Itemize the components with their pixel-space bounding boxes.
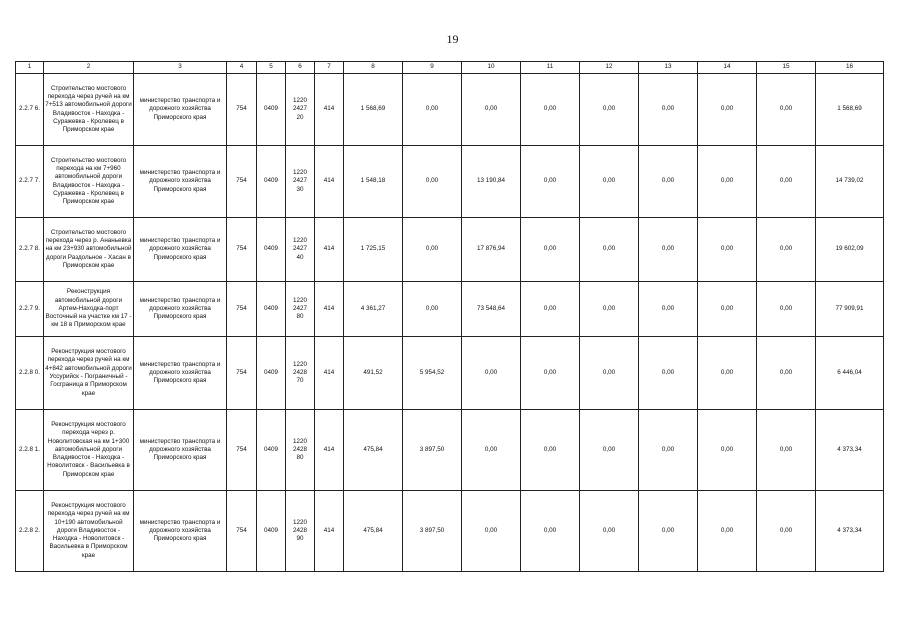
expense-type-code: 414 bbox=[315, 337, 344, 410]
row-id: 2.2.8 1. bbox=[16, 410, 44, 491]
column-number: 11 bbox=[521, 62, 580, 74]
table-row bbox=[16, 218, 884, 282]
column-number: 12 bbox=[580, 62, 639, 74]
target-article-code-part: 2428 bbox=[292, 445, 307, 453]
target-article-code bbox=[286, 337, 315, 410]
column-number: 13 bbox=[639, 62, 698, 74]
target-article-code bbox=[286, 282, 315, 337]
ministry-code: 754 bbox=[227, 74, 257, 146]
total-amount: 6 446,04 bbox=[816, 337, 884, 410]
amount-cell: 4 361,27 bbox=[344, 282, 403, 337]
amount-cell: 491,52 bbox=[344, 337, 403, 410]
column-number: 10 bbox=[462, 62, 521, 74]
column-number: 1 bbox=[16, 62, 44, 74]
row-id: 2.2.8 0. bbox=[16, 337, 44, 410]
responsible-org: министерство транспорта и дорожного хозяйства Приморского края bbox=[134, 491, 227, 572]
target-article-code-part: 70 bbox=[296, 377, 304, 385]
target-article-code-part: 1220 bbox=[292, 360, 307, 368]
amount-cell: 0,00 bbox=[462, 410, 521, 491]
target-article-code-part: 2427 bbox=[292, 304, 307, 312]
ministry-code: 754 bbox=[227, 282, 257, 337]
column-number: 2 bbox=[44, 62, 134, 74]
amount-cell: 475,84 bbox=[344, 410, 403, 491]
amount-cell: 13 190,84 bbox=[462, 146, 521, 218]
row-id: 2.2.8 2. bbox=[16, 491, 44, 572]
total-amount: 1 568,69 bbox=[816, 74, 884, 146]
amount-cell: 0,00 bbox=[403, 146, 462, 218]
budget-table bbox=[15, 61, 884, 572]
project-name: Реконструкция мостового перехода через ручей на км 10+190 автомобильной дороги Владивосток - Находка - Новолитовск - Васильевка в Приморском крае bbox=[44, 491, 134, 572]
table-row bbox=[16, 491, 884, 572]
target-article-code-part: 2427 bbox=[292, 177, 307, 185]
section-code: 0409 bbox=[257, 218, 286, 282]
target-article-code-part: 1220 bbox=[292, 169, 307, 177]
responsible-org: министерство транспорта и дорожного хозяйства Приморского края bbox=[134, 74, 227, 146]
amount-cell: 0,00 bbox=[462, 74, 521, 146]
table-row bbox=[16, 146, 884, 218]
total-amount: 4 373,34 bbox=[816, 491, 884, 572]
column-number: 6 bbox=[286, 62, 315, 74]
amount-cell: 1 548,18 bbox=[344, 146, 403, 218]
target-article-code bbox=[286, 146, 315, 218]
expense-type-code: 414 bbox=[315, 218, 344, 282]
amount-cell: 0,00 bbox=[580, 282, 639, 337]
amount-cell: 0,00 bbox=[639, 74, 698, 146]
amount-cell: 0,00 bbox=[580, 491, 639, 572]
section-code: 0409 bbox=[257, 146, 286, 218]
amount-cell: 0,00 bbox=[757, 146, 816, 218]
amount-cell: 475,84 bbox=[344, 491, 403, 572]
target-article-code-part: 80 bbox=[296, 454, 304, 462]
target-article-code bbox=[286, 218, 315, 282]
row-id: 2.2.7 8. bbox=[16, 218, 44, 282]
ministry-code: 754 bbox=[227, 410, 257, 491]
target-article-code-part: 1220 bbox=[292, 437, 307, 445]
total-amount: 19 602,09 bbox=[816, 218, 884, 282]
amount-cell: 0,00 bbox=[403, 218, 462, 282]
amount-cell: 1 568,69 bbox=[344, 74, 403, 146]
amount-cell: 1 725,15 bbox=[344, 218, 403, 282]
amount-cell: 0,00 bbox=[462, 337, 521, 410]
amount-cell: 0,00 bbox=[757, 491, 816, 572]
page-number: 19 bbox=[446, 32, 459, 46]
amount-cell: 0,00 bbox=[757, 74, 816, 146]
ministry-code: 754 bbox=[227, 218, 257, 282]
target-article-code-part: 2427 bbox=[292, 245, 307, 253]
amount-cell: 5 954,52 bbox=[403, 337, 462, 410]
total-amount: 14 739,02 bbox=[816, 146, 884, 218]
column-number: 9 bbox=[403, 62, 462, 74]
project-name: Реконструкция автомобильной дороги Артем-Находка-порт Восточный на участке км 17 - км 18 в Приморском крае bbox=[44, 282, 134, 337]
amount-cell: 0,00 bbox=[698, 491, 757, 572]
project-name: Строительство мостового перехода через ручей на км 7+513 автомобильной дороги Владивосток - Находка - Суражевка - Кролевец в Приморском крае bbox=[44, 74, 134, 146]
responsible-org: министерство транспорта и дорожного хозяйства Приморского края bbox=[134, 218, 227, 282]
amount-cell: 0,00 bbox=[698, 282, 757, 337]
target-article-code bbox=[286, 410, 315, 491]
amount-cell: 0,00 bbox=[403, 282, 462, 337]
amount-cell: 0,00 bbox=[580, 218, 639, 282]
amount-cell: 0,00 bbox=[757, 282, 816, 337]
responsible-org: министерство транспорта и дорожного хозяйства Приморского края bbox=[134, 282, 227, 337]
expense-type-code: 414 bbox=[315, 491, 344, 572]
amount-cell: 0,00 bbox=[698, 410, 757, 491]
amount-cell: 0,00 bbox=[757, 218, 816, 282]
amount-cell: 0,00 bbox=[639, 218, 698, 282]
ministry-code: 754 bbox=[227, 146, 257, 218]
target-article-code-part: 1220 bbox=[292, 296, 307, 304]
amount-cell: 3 897,50 bbox=[403, 491, 462, 572]
column-number: 3 bbox=[134, 62, 227, 74]
section-code: 0409 bbox=[257, 410, 286, 491]
amount-cell: 0,00 bbox=[521, 218, 580, 282]
column-number: 5 bbox=[257, 62, 286, 74]
column-number: 14 bbox=[698, 62, 757, 74]
column-number: 8 bbox=[344, 62, 403, 74]
target-article-code bbox=[286, 491, 315, 572]
target-article-code-part: 2428 bbox=[292, 526, 307, 534]
section-code: 0409 bbox=[257, 74, 286, 146]
expense-type-code: 414 bbox=[315, 146, 344, 218]
amount-cell: 17 876,94 bbox=[462, 218, 521, 282]
amount-cell: 3 897,50 bbox=[403, 410, 462, 491]
row-id: 2.2.7 6. bbox=[16, 74, 44, 146]
ministry-code: 754 bbox=[227, 337, 257, 410]
target-article-code bbox=[286, 74, 315, 146]
amount-cell: 0,00 bbox=[521, 74, 580, 146]
total-amount: 77 909,91 bbox=[816, 282, 884, 337]
project-name: Строительство мостового перехода на км 7+960 автомобильной дороги Владивосток - Находка - Суражевка - Кролевец в Приморском крае bbox=[44, 146, 134, 218]
target-article-code-part: 1220 bbox=[292, 518, 307, 526]
expense-type-code: 414 bbox=[315, 410, 344, 491]
amount-cell: 0,00 bbox=[698, 337, 757, 410]
ministry-code: 754 bbox=[227, 491, 257, 572]
project-name: Строительство мостового перехода через р. Ананьевка на км 23+930 автомобильной дороги Раздольное - Хасан в Приморском крае bbox=[44, 218, 134, 282]
amount-cell: 0,00 bbox=[521, 146, 580, 218]
target-article-code-part: 2428 bbox=[292, 368, 307, 376]
column-number: 4 bbox=[227, 62, 257, 74]
amount-cell: 0,00 bbox=[698, 218, 757, 282]
amount-cell: 0,00 bbox=[521, 337, 580, 410]
target-article-code-part: 1220 bbox=[292, 237, 307, 245]
column-number-row bbox=[16, 62, 884, 74]
target-article-code-part: 1220 bbox=[292, 97, 307, 105]
row-id: 2.2.7 7. bbox=[16, 146, 44, 218]
amount-cell: 0,00 bbox=[521, 491, 580, 572]
section-code: 0409 bbox=[257, 337, 286, 410]
amount-cell: 0,00 bbox=[403, 74, 462, 146]
amount-cell: 0,00 bbox=[580, 337, 639, 410]
table-row bbox=[16, 410, 884, 491]
amount-cell: 0,00 bbox=[580, 74, 639, 146]
amount-cell: 0,00 bbox=[757, 410, 816, 491]
column-number: 7 bbox=[315, 62, 344, 74]
project-name: Реконструкция мостового перехода через р. Новолитовская на км 1+300 автомобильной дороги Владивосток - Находка - Новолитовск - Васильевка в Приморском крае bbox=[44, 410, 134, 491]
section-code: 0409 bbox=[257, 491, 286, 572]
target-article-code-part: 20 bbox=[296, 113, 304, 121]
section-code: 0409 bbox=[257, 282, 286, 337]
responsible-org: министерство транспорта и дорожного хозяйства Приморского края bbox=[134, 410, 227, 491]
target-article-code-part: 30 bbox=[296, 185, 304, 193]
expense-type-code: 414 bbox=[315, 74, 344, 146]
target-article-code-part: 40 bbox=[296, 253, 304, 261]
responsible-org: министерство транспорта и дорожного хозяйства Приморского края bbox=[134, 146, 227, 218]
amount-cell: 73 548,64 bbox=[462, 282, 521, 337]
amount-cell: 0,00 bbox=[580, 146, 639, 218]
amount-cell: 0,00 bbox=[462, 491, 521, 572]
table-row bbox=[16, 337, 884, 410]
amount-cell: 0,00 bbox=[639, 146, 698, 218]
row-id: 2.2.7 9. bbox=[16, 282, 44, 337]
amount-cell: 0,00 bbox=[580, 410, 639, 491]
amount-cell: 0,00 bbox=[698, 74, 757, 146]
column-number: 16 bbox=[816, 62, 884, 74]
target-article-code-part: 2427 bbox=[292, 105, 307, 113]
table-body bbox=[16, 74, 884, 572]
amount-cell: 0,00 bbox=[521, 282, 580, 337]
amount-cell: 0,00 bbox=[639, 491, 698, 572]
amount-cell: 0,00 bbox=[521, 410, 580, 491]
total-amount: 4 373,34 bbox=[816, 410, 884, 491]
project-name: Реконструкция мостового перехода через ручей на км 4+842 автомобильной дороги Уссурийск - Пограничный - Госграница в Приморском крае bbox=[44, 337, 134, 410]
amount-cell: 0,00 bbox=[639, 282, 698, 337]
table-row bbox=[16, 282, 884, 337]
column-number: 15 bbox=[757, 62, 816, 74]
amount-cell: 0,00 bbox=[757, 337, 816, 410]
amount-cell: 0,00 bbox=[639, 337, 698, 410]
table-row bbox=[16, 74, 884, 146]
target-article-code-part: 90 bbox=[296, 535, 304, 543]
amount-cell: 0,00 bbox=[639, 410, 698, 491]
amount-cell: 0,00 bbox=[698, 146, 757, 218]
target-article-code-part: 80 bbox=[296, 313, 304, 321]
responsible-org: министерство транспорта и дорожного хозяйства Приморского края bbox=[134, 337, 227, 410]
expense-type-code: 414 bbox=[315, 282, 344, 337]
